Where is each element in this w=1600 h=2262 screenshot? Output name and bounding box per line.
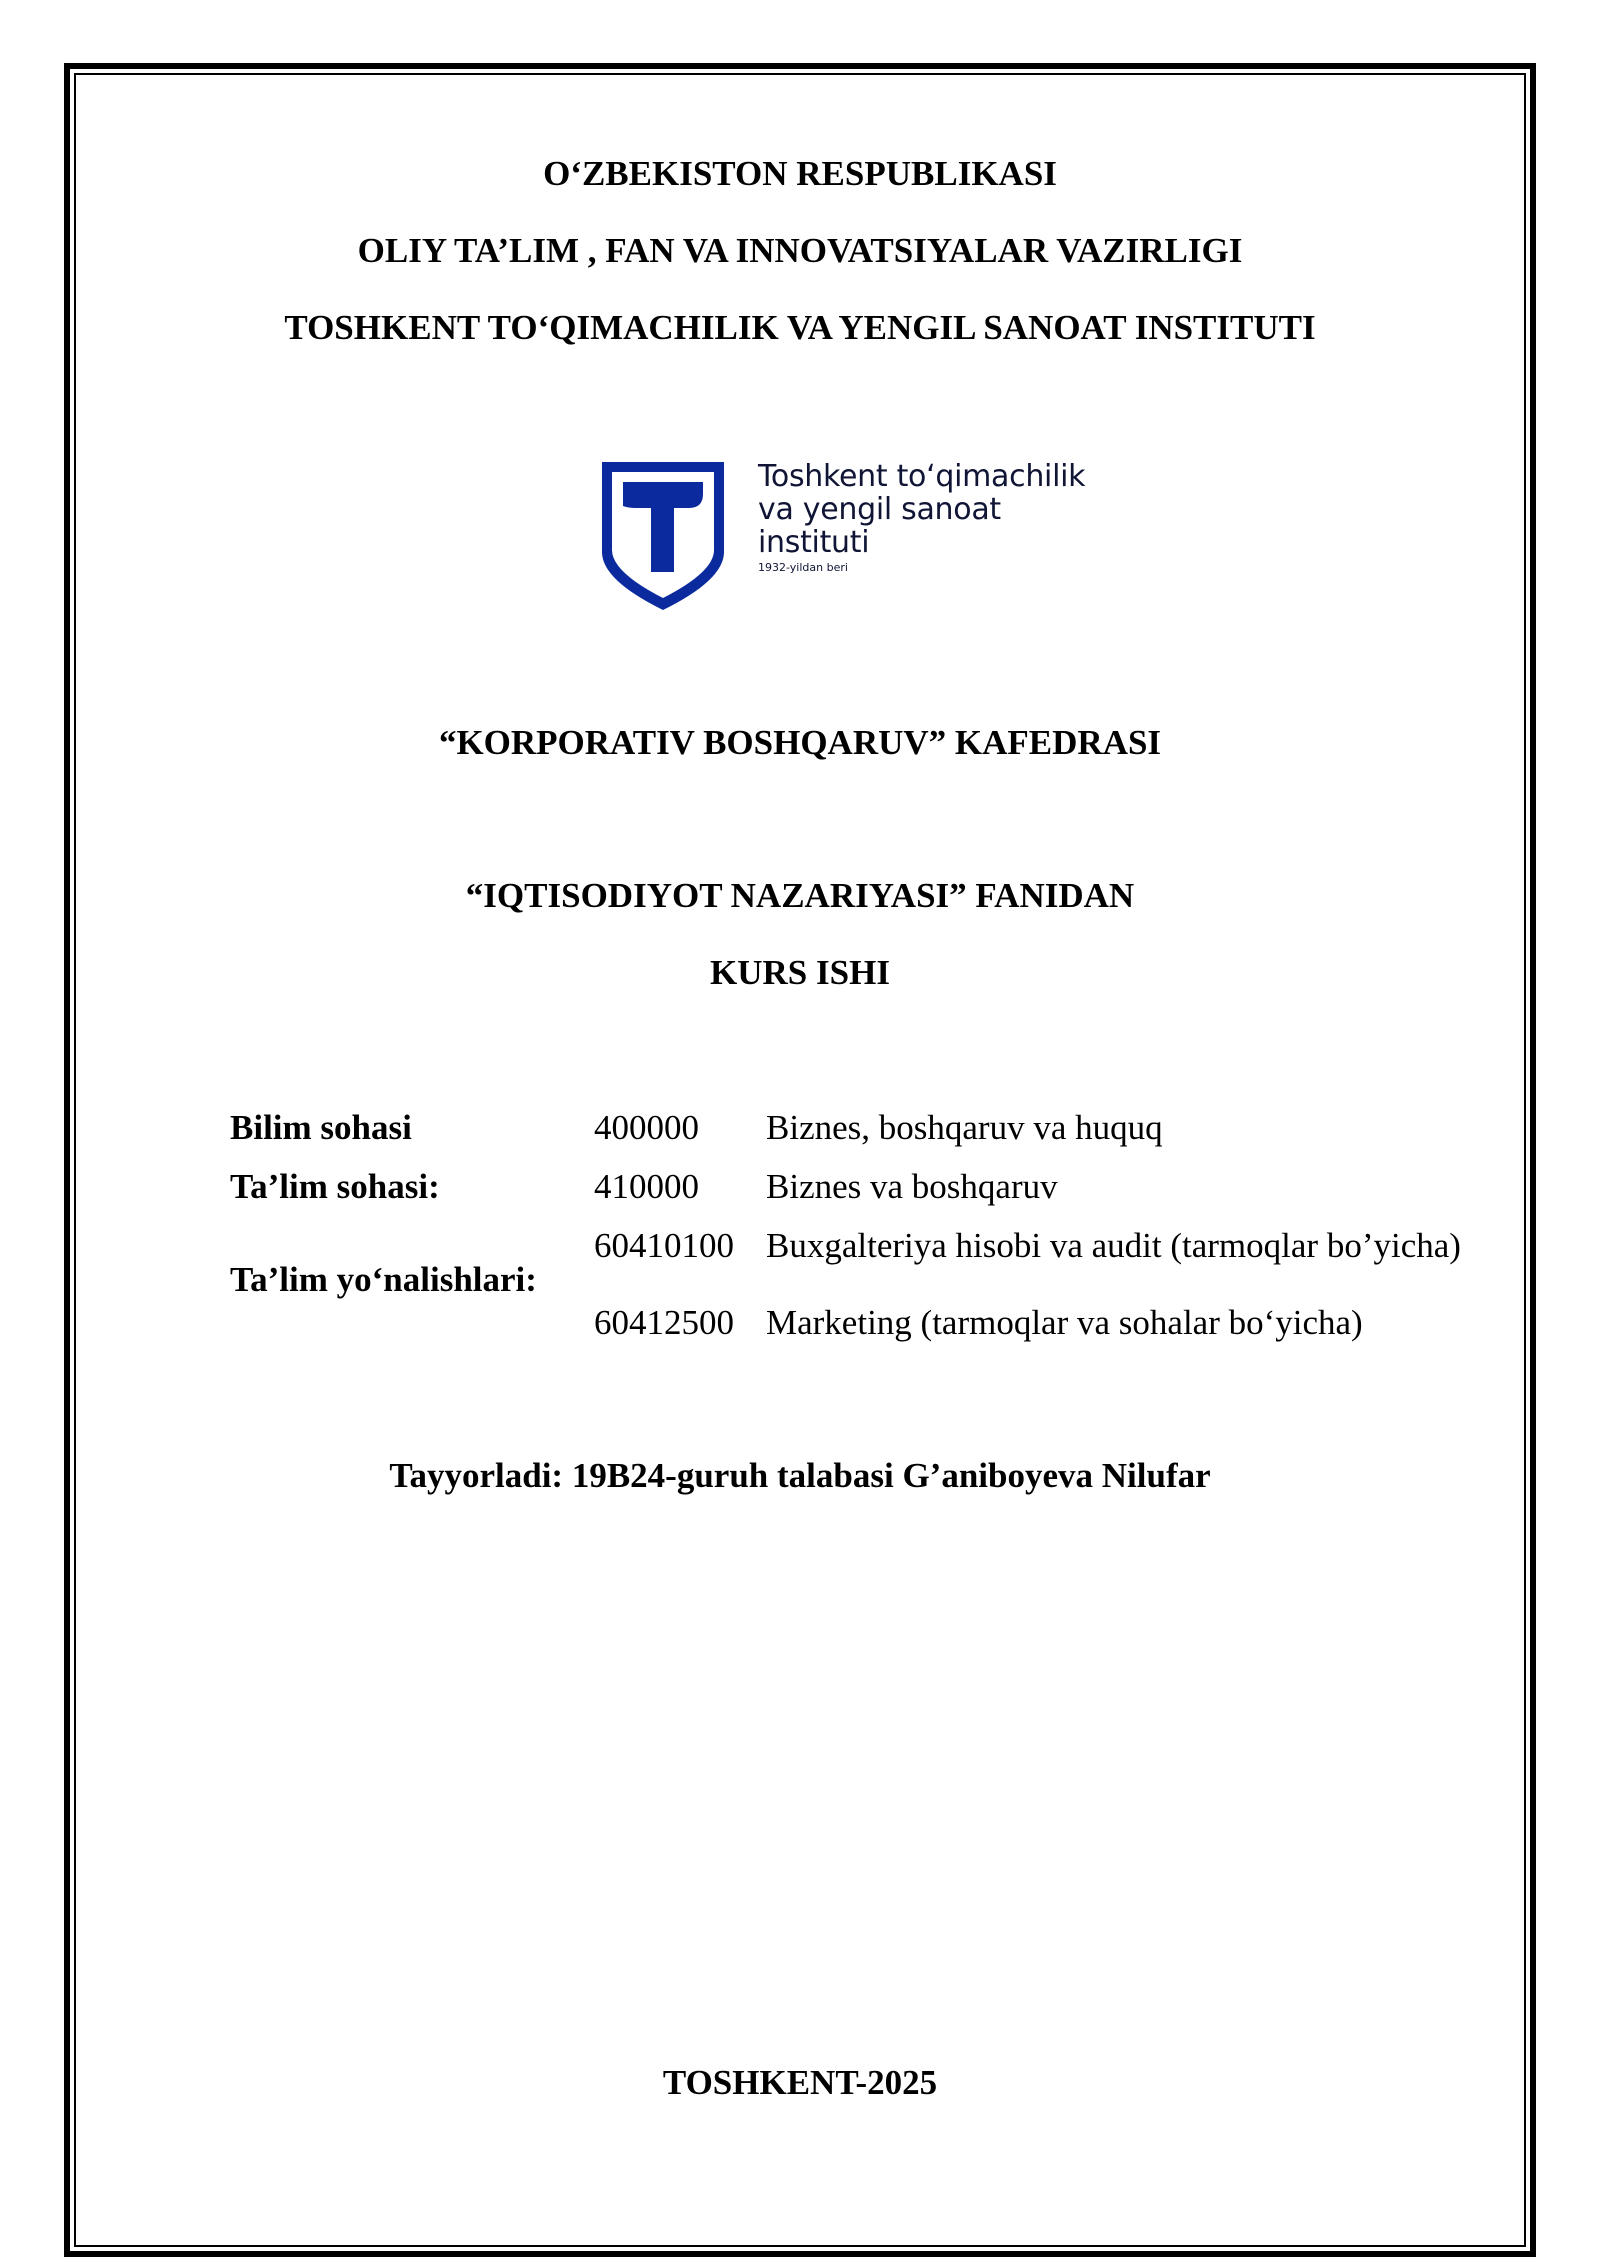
ministry-heading: OLIY TA’LIM , FAN VA INNOVATSIYALAR VAZIRLIGI: [357, 231, 1243, 270]
institute-heading: TOSHKENT TO‘QIMACHILIK VA YENGIL SANOAT INSTITUTI: [284, 308, 1316, 347]
knowledge-area-label: Bilim sohasi: [230, 1108, 412, 1147]
education-area-label: Ta’lim sohasi:: [230, 1167, 440, 1206]
direction-code: 60410100: [594, 1226, 734, 1265]
prepared-by: Tayyorladi: 19B24-guruh talabasi G’aniboyeva Nilufar: [389, 1456, 1211, 1495]
logo-line-2: va yengil sanoat: [758, 492, 1001, 527]
knowledge-area-desc: Biznes, boshqaruv va huquq: [766, 1108, 1163, 1147]
subject-title: “IQTISODIYOT NAZARIYASI” FANIDAN: [465, 876, 1135, 915]
education-area-code: 410000: [594, 1167, 699, 1206]
page-border-inner: [74, 73, 1526, 2247]
shield-logo-icon: [598, 458, 728, 614]
logo-line-3: instituti: [758, 525, 870, 560]
directions-label: Ta’lim yo‘nalishlari:: [230, 1260, 537, 1299]
logo-wordmark: [758, 460, 1085, 577]
logo-since: 1932-yildan beri: [758, 561, 848, 574]
direction-code: 60412500: [594, 1303, 734, 1342]
education-area-desc: Biznes va boshqaruv: [766, 1167, 1058, 1206]
institute-logo: [598, 458, 1158, 614]
direction-desc: Buxgalteriya hisobi va audit (tarmoqlar bo’yicha): [766, 1226, 1461, 1265]
logo-line-1: Toshkent to‘qimachilik: [758, 459, 1086, 494]
knowledge-area-code: 400000: [594, 1108, 699, 1147]
country-heading: O‘ZBEKISTON RESPUBLIKASI: [543, 154, 1057, 193]
city-year: TOSHKENT-2025: [662, 2063, 938, 2102]
department-title: “KORPORATIV BOSHQARUV” KAFEDRASI: [438, 723, 1162, 762]
work-type: KURS ISHI: [710, 953, 890, 992]
direction-desc: Marketing (tarmoqlar va sohalar bo‘yicha): [766, 1303, 1363, 1342]
